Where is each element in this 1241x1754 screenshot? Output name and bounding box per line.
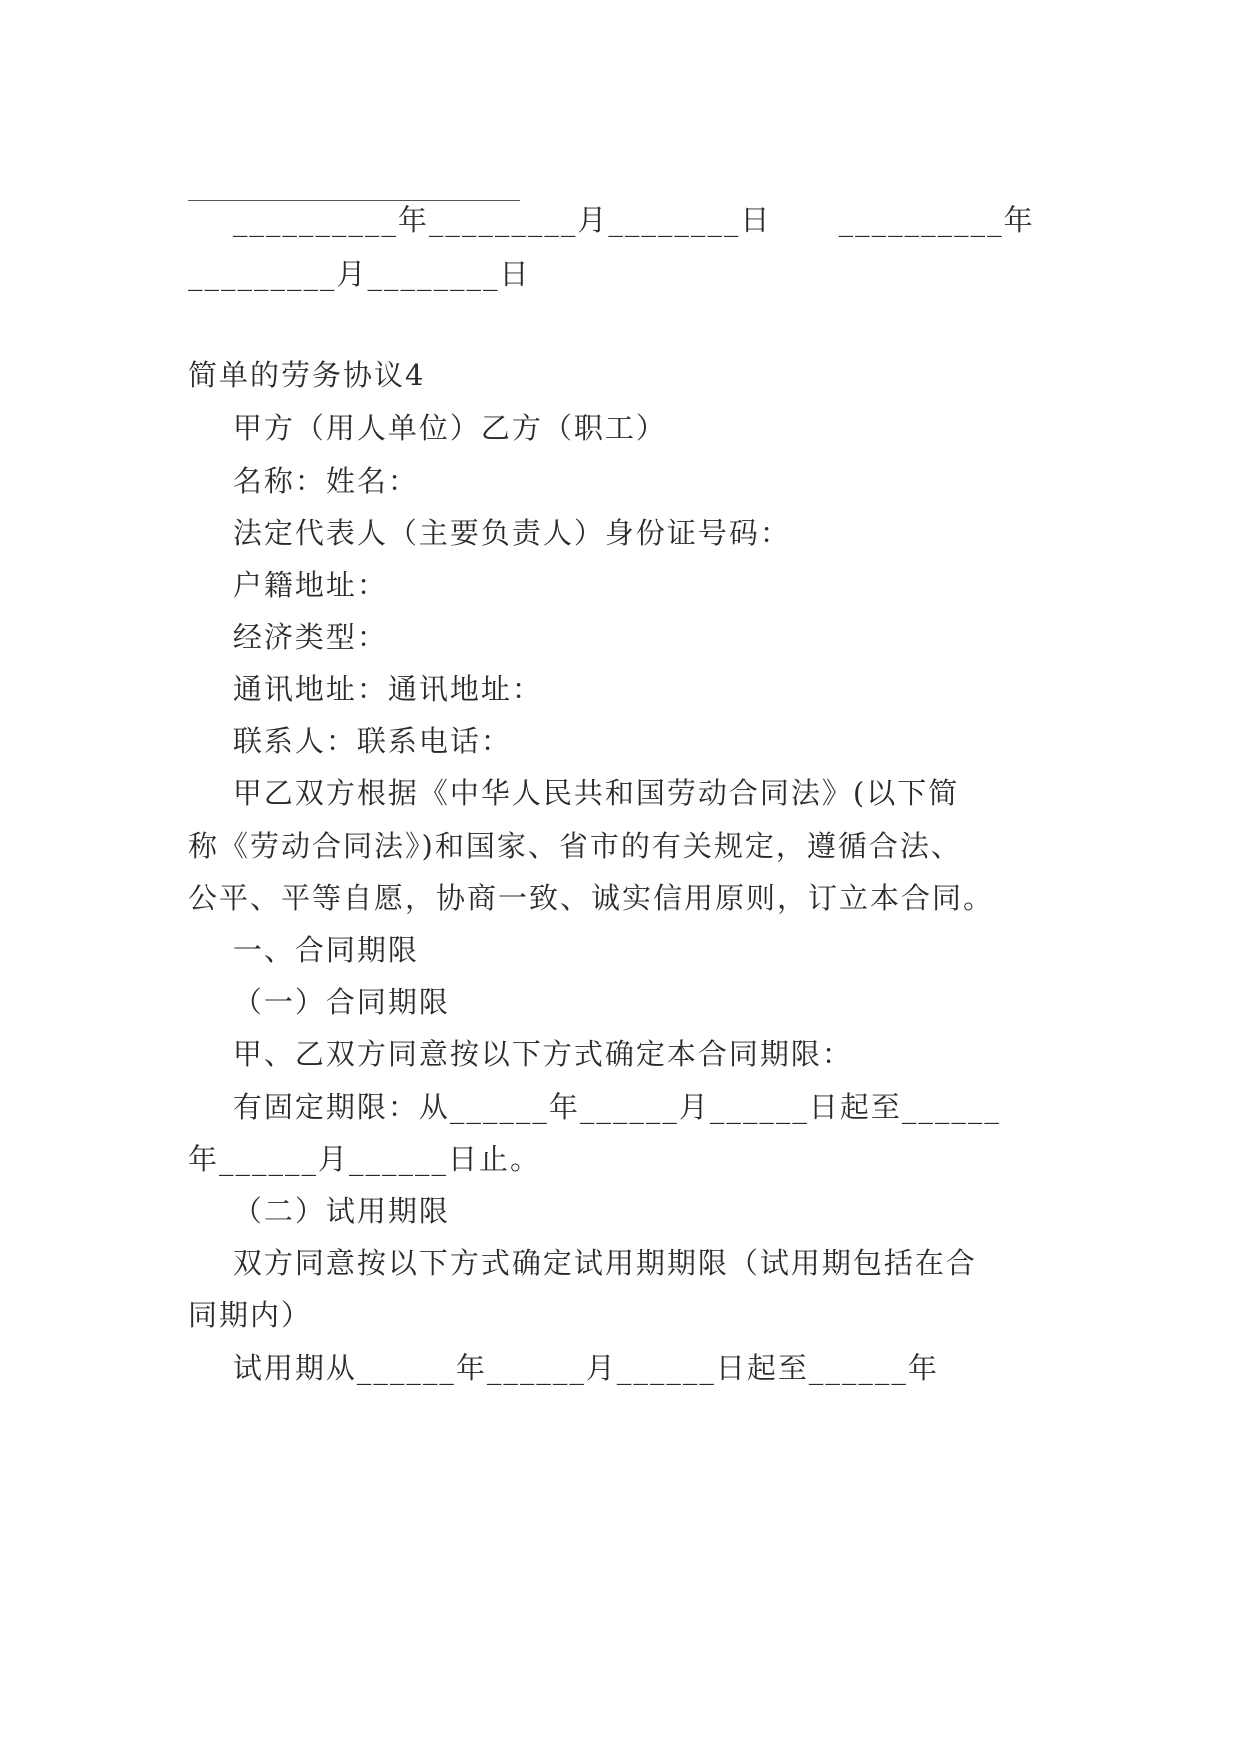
section-heading-term: 一、合同期限 — [188, 933, 419, 967]
representative-line: 法定代表人（主要负责人）身份证号码： — [188, 516, 791, 550]
intro-paragraph-line-3: 公平、平等自愿，协商一致、诚实信用原则，订立本合同。 — [188, 881, 995, 915]
trial-text-line-3: 试用期从______年______月______日起至______年 — [188, 1351, 939, 1385]
subsection-heading-trial: （二）试用期限 — [188, 1194, 450, 1228]
document-title: 简单的劳务协议4 — [188, 358, 426, 392]
party-header: 甲方（用人单位）乙方（职工） — [188, 411, 667, 445]
date-line-2: _________月________日 — [188, 257, 531, 291]
trial-text-line-2: 同期内） — [188, 1298, 313, 1332]
household-address-line: 户籍地址： — [188, 568, 388, 602]
contract-term-text: 甲、乙双方同意按以下方式确定本合同期限： — [188, 1037, 853, 1071]
intro-paragraph-line-2: 称《劳动合同法》)和国家、省市的有关规定，遵循合法、 — [188, 829, 962, 863]
name-line: 名称：姓名： — [188, 464, 419, 498]
mailing-address-line: 通讯地址：通讯地址： — [188, 672, 543, 706]
subsection-heading-contract-term: （一）合同期限 — [188, 985, 450, 1019]
fixed-term-line-1: 有固定期限：从______年______月______日起至______ — [188, 1090, 1001, 1124]
fixed-term-line-2: 年______月______日止。 — [188, 1142, 542, 1176]
economic-type-line: 经济类型： — [188, 620, 388, 654]
contact-line: 联系人：联系电话： — [188, 724, 512, 758]
date-line-1: __________年_________月________日 __________年 — [188, 203, 1035, 237]
trial-text-line-1: 双方同意按以下方式确定试用期期限（试用期包括在合 — [188, 1246, 977, 1280]
intro-paragraph-line-1: 甲乙双方根据《中华人民共和国劳动合同法》(以下简 — [188, 776, 960, 810]
